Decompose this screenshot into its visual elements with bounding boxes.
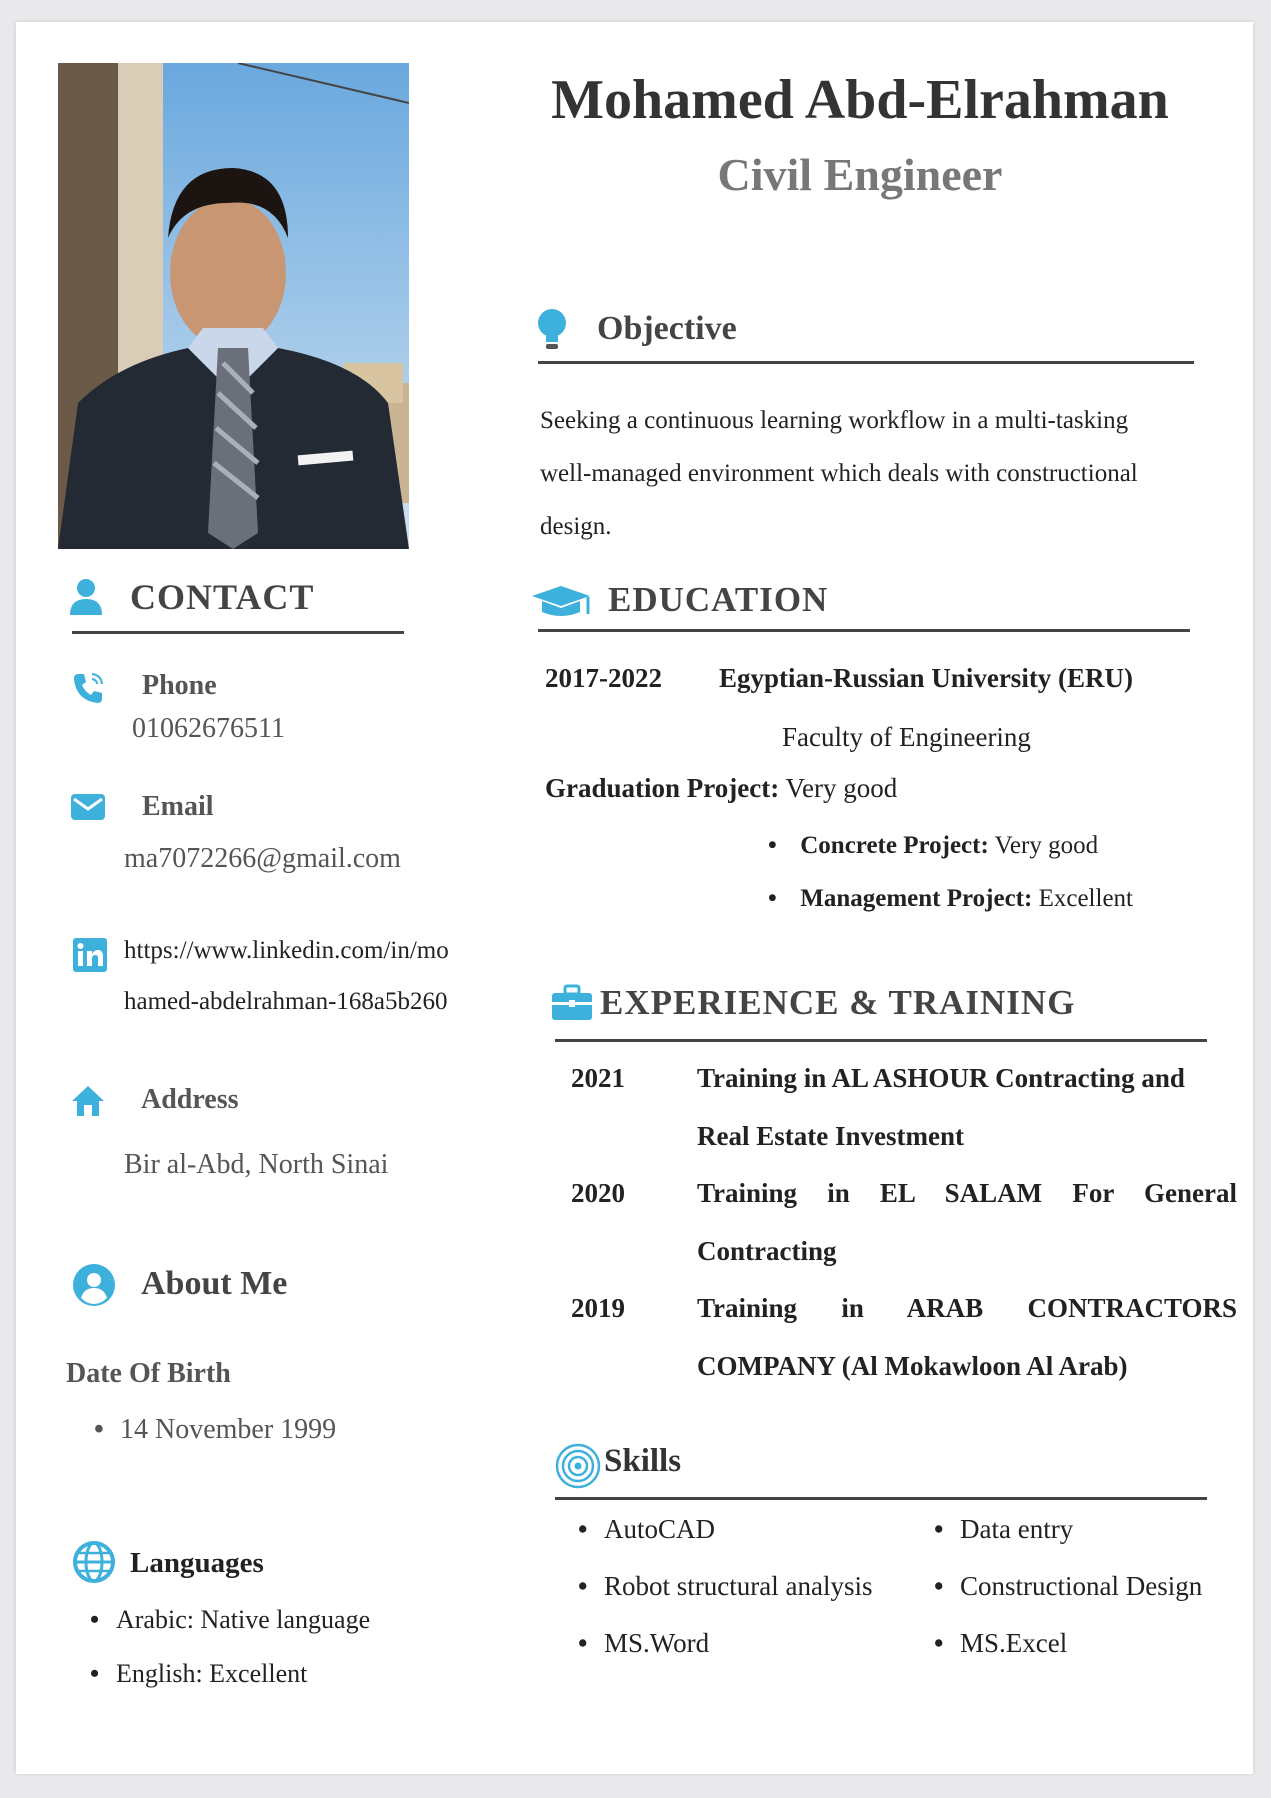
graduation-cap-icon xyxy=(530,584,592,624)
phone-icon xyxy=(70,670,106,706)
experience-title: Training in EL SALAM For General xyxy=(697,1178,1237,1208)
skill-item: • AutoCAD xyxy=(578,1514,715,1545)
objective-heading: Objective xyxy=(597,310,737,347)
contact-divider xyxy=(72,631,404,634)
objective-line: design. xyxy=(540,513,612,540)
skill-item: • MS.Excel xyxy=(934,1628,1067,1659)
skills-heading: Skills xyxy=(604,1443,682,1479)
email-label: Email xyxy=(142,791,214,822)
address-value: Bir al-Abd, North Sinai xyxy=(124,1149,389,1180)
home-icon xyxy=(70,1084,106,1118)
experience-title-cont: Contracting xyxy=(697,1236,837,1266)
lightbulb-icon xyxy=(534,306,570,352)
target-icon xyxy=(555,1443,601,1489)
profile-photo xyxy=(58,63,409,549)
experience-title-cont: Real Estate Investment xyxy=(697,1121,964,1151)
objective-divider xyxy=(538,361,1194,364)
briefcase-icon xyxy=(550,984,594,1022)
project-grade: Very good xyxy=(988,832,1099,859)
project-label: Management Project: xyxy=(800,885,1033,912)
globe-icon xyxy=(72,1540,116,1584)
email-value[interactable]: ma7072266@gmail.com xyxy=(124,843,401,874)
contact-heading: CONTACT xyxy=(130,577,315,617)
user-circle-icon xyxy=(72,1263,116,1307)
experience-year: 2021 xyxy=(571,1063,625,1093)
project-item xyxy=(768,885,1133,913)
skill-item: • MS.Word xyxy=(578,1628,709,1659)
linkedin-url-line2[interactable]: hamed-abdelrahman-168a5b260 xyxy=(124,988,448,1015)
objective-line: Seeking a continuous learning workflow in a multi-tasking xyxy=(540,407,1129,434)
university-name: Egyptian-Russian University (ERU) xyxy=(719,663,1134,693)
language-item: • English: Excellent xyxy=(90,1659,307,1689)
experience-year: 2020 xyxy=(571,1178,625,1208)
experience-title-cont: COMPANY (Al Mokawloon Al Arab) xyxy=(697,1351,1128,1381)
phone-value: 01062676511 xyxy=(132,713,285,744)
education-heading: EDUCATION xyxy=(608,580,829,619)
linkedin-url-line1[interactable]: https://www.linkedin.com/in/mo xyxy=(124,937,449,964)
skill-item: • Data entry xyxy=(934,1514,1073,1545)
dob-value: • 14 November 1999 xyxy=(94,1414,336,1446)
linkedin-icon[interactable] xyxy=(72,937,108,973)
address-label: Address xyxy=(141,1084,239,1115)
language-item: • Arabic: Native language xyxy=(90,1605,370,1635)
experience-title: Training in AL ASHOUR Contracting and xyxy=(697,1063,1185,1093)
skills-divider xyxy=(555,1497,1207,1500)
dob-label: Date Of Birth xyxy=(66,1358,231,1389)
education-divider xyxy=(538,629,1190,632)
experience-divider xyxy=(555,1039,1207,1042)
languages-heading: Languages xyxy=(130,1547,264,1579)
about-heading: About Me xyxy=(141,1265,288,1302)
experience-heading: EXPERIENCE & TRAINING xyxy=(600,983,1076,1022)
job-title: Civil Engineer xyxy=(717,149,1003,200)
graduation-project xyxy=(545,773,897,804)
project-item xyxy=(768,832,1098,860)
person-icon xyxy=(68,577,104,617)
experience-title: Training in ARAB CONTRACTORS xyxy=(697,1293,1237,1323)
project-grade: Excellent xyxy=(1032,885,1133,912)
objective-line: well-managed environment which deals with constructional xyxy=(540,460,1138,487)
project-label: Concrete Project: xyxy=(800,832,989,859)
skill-item: • Robot structural analysis xyxy=(578,1571,872,1602)
graduation-project-label: Graduation Project: xyxy=(545,773,780,803)
faculty-name: Faculty of Engineering xyxy=(782,722,1031,752)
graduation-project-grade: Very good xyxy=(779,773,898,803)
phone-label: Phone xyxy=(142,670,217,701)
email-icon xyxy=(70,790,106,822)
education-years: 2017-2022 xyxy=(545,663,662,693)
experience-year: 2019 xyxy=(571,1293,625,1323)
candidate-name: Mohamed Abd-Elrahman xyxy=(551,69,1169,131)
skill-item: • Constructional Design xyxy=(934,1571,1202,1602)
